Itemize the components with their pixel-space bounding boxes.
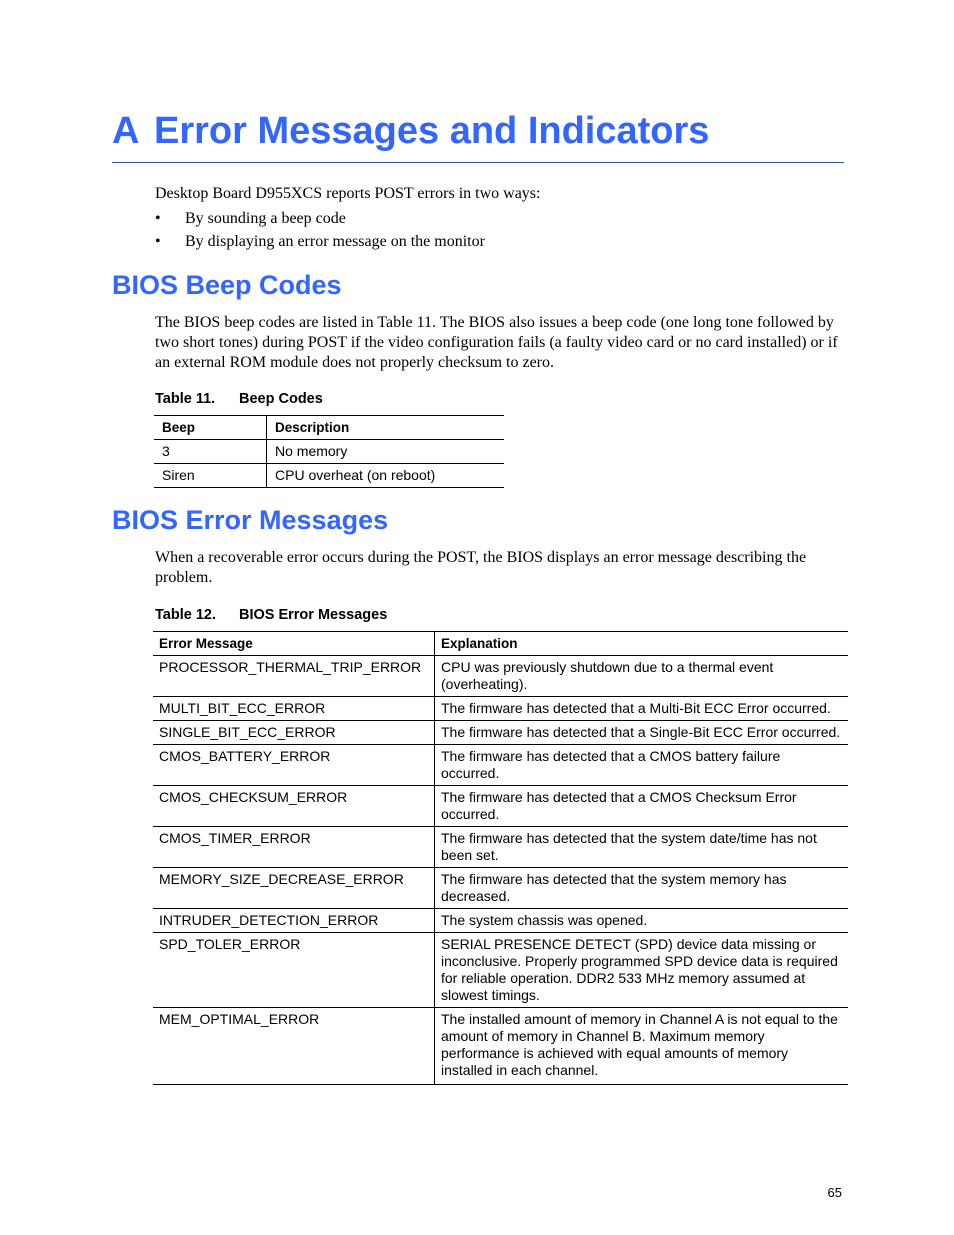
table-row xyxy=(153,656,848,697)
table-cell: MEMORY_SIZE_DECREASE_ERROR xyxy=(153,868,435,909)
table-cell: CPU was previously shutdown due to a thermal event (overheating). xyxy=(441,659,774,692)
table-cell: The firmware has detected that the system date/time has not been set. xyxy=(441,830,817,863)
caption-number: Table 12. xyxy=(155,607,216,623)
error-paragraph: When a recoverable error occurs during the POST, the BIOS displays an error message describing the problem. xyxy=(155,549,807,586)
table-cell: The firmware has detected that a CMOS battery failure occurred. xyxy=(441,748,781,781)
column-header: Explanation xyxy=(441,636,518,651)
table-row xyxy=(153,721,848,745)
bullet-glyph: • xyxy=(155,210,161,227)
beep-codes-table xyxy=(154,415,504,488)
bullet-text: By displaying an error message on the monitor xyxy=(185,233,485,250)
table-row xyxy=(153,697,848,721)
table-row xyxy=(153,786,848,827)
table-cell: 3 xyxy=(154,440,267,464)
table-cell: CMOS_CHECKSUM_ERROR xyxy=(153,786,435,827)
bios-error-messages-table xyxy=(153,631,848,1085)
table-cell: The firmware has detected that a Single-Bit ECC Error occurred. xyxy=(441,724,841,740)
table-cell: The firmware has detected that a Multi-Bit ECC Error occurred. xyxy=(441,700,831,716)
table-cell: MEM_OPTIMAL_ERROR xyxy=(153,1008,435,1085)
table-caption-errors xyxy=(155,607,387,623)
table-row xyxy=(153,827,848,868)
table-cell: SERIAL PRESENCE DETECT (SPD) device data missing or inconclusive. Properly programmed SPD device data is required for reliable operation. DDR2 533 MHz memory assumed at slowest timings. xyxy=(441,936,838,1003)
table-row xyxy=(154,440,504,464)
column-header: Description xyxy=(275,420,350,435)
table-cell: INTRUDER_DETECTION_ERROR xyxy=(153,909,435,933)
bullet-text: By sounding a beep code xyxy=(185,210,346,227)
table-header-row xyxy=(154,416,504,440)
table-caption-beep xyxy=(155,391,323,407)
table-row xyxy=(153,868,848,909)
beep-paragraph: The BIOS beep codes are listed in Table 11. The BIOS also issues a beep code (one long tone followed by two short tones) during POST if the video configuration fails (a faulty video card or no card installed) or if an external ROM module does not properly checksum to zero. xyxy=(155,314,838,371)
table-cell: The installed amount of memory in Channel A is not equal to the amount of memory in Channel B. Maximum memory performance is achieved with equal amounts of memory installed in each channel. xyxy=(441,1011,838,1078)
chapter-title-text: Error Messages and Indicators xyxy=(154,110,710,152)
table-cell: Siren xyxy=(154,464,267,488)
chapter-letter: A xyxy=(112,110,140,152)
section-heading-error-messages: BIOS Error Messages xyxy=(112,505,389,535)
table-cell: SPD_TOLER_ERROR xyxy=(153,933,435,1008)
table-row xyxy=(153,1008,848,1085)
table-cell: The system chassis was opened. xyxy=(441,912,648,928)
column-header: Error Message xyxy=(153,632,435,656)
chapter-title xyxy=(112,110,709,153)
table-cell: SINGLE_BIT_ECC_ERROR xyxy=(153,721,435,745)
table-cell: The firmware has detected that the system memory has decreased. xyxy=(441,871,787,904)
table-row xyxy=(154,464,504,488)
intro-bullet xyxy=(155,209,555,229)
table-row xyxy=(153,745,848,786)
table-cell: No memory xyxy=(275,443,348,459)
table-cell: MULTI_BIT_ECC_ERROR xyxy=(153,697,435,721)
table-cell: CPU overheat (on reboot) xyxy=(275,467,436,483)
bullet-glyph: • xyxy=(155,233,161,250)
page-number: 65 xyxy=(827,1185,842,1200)
table-cell: CMOS_BATTERY_ERROR xyxy=(153,745,435,786)
section-heading-beep-codes: BIOS Beep Codes xyxy=(112,270,342,300)
caption-title: BIOS Error Messages xyxy=(239,607,388,623)
table-cell: CMOS_TIMER_ERROR xyxy=(153,827,435,868)
table-row xyxy=(153,933,848,1008)
caption-number: Table 11. xyxy=(155,391,216,407)
caption-title: Beep Codes xyxy=(239,391,323,407)
table-header-row xyxy=(153,632,848,656)
intro-paragraph: Desktop Board D955XCS reports POST errors in two ways: xyxy=(155,185,541,202)
column-header: Beep xyxy=(154,416,267,440)
table-cell: PROCESSOR_THERMAL_TRIP_ERROR xyxy=(153,656,435,697)
table-cell: The firmware has detected that a CMOS Checksum Error occurred. xyxy=(441,789,797,822)
intro-bullet xyxy=(155,232,555,252)
title-rule xyxy=(112,162,844,163)
table-row xyxy=(153,909,848,933)
